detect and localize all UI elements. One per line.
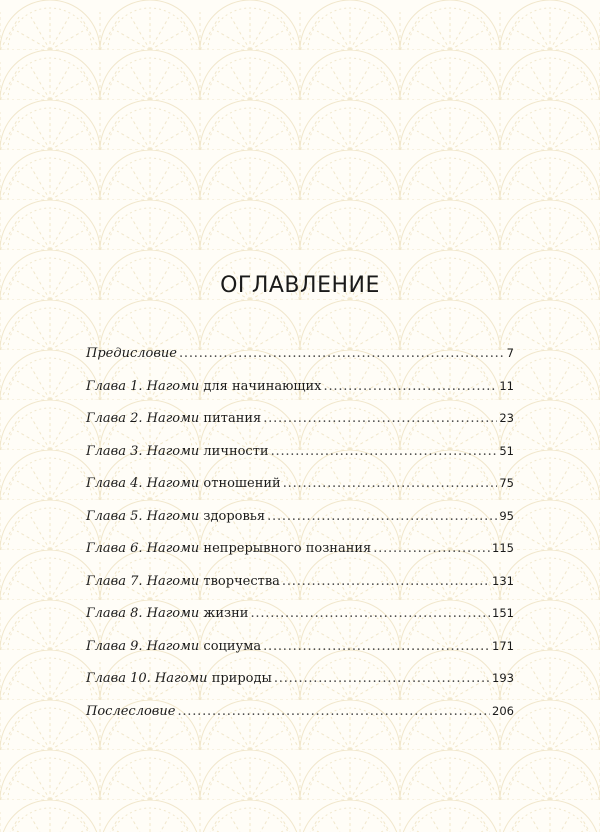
chapter-subtitle: питания: [203, 411, 262, 426]
toc-entry-title: [86, 639, 261, 654]
page-number: 115: [492, 541, 514, 555]
toc-entry-title: [86, 509, 265, 524]
toc-list: [86, 346, 514, 736]
chapter-name: Нагоми: [146, 638, 200, 654]
dot-leader: [263, 411, 497, 426]
dot-leader: [250, 606, 490, 621]
chapter-subtitle: здоровья: [203, 508, 266, 524]
page-number: 95: [499, 508, 514, 523]
toc-entry-title: [86, 379, 322, 394]
page-number: 75: [499, 476, 514, 490]
toc-entry[interactable]: [86, 444, 514, 477]
page-number: 131: [492, 573, 514, 588]
dot-leader: [324, 379, 498, 394]
chapter-subtitle: отношений: [203, 476, 281, 491]
toc-entry[interactable]: [86, 509, 514, 542]
chapter-number: Глава 2.: [86, 411, 143, 426]
chapter-name: Нагоми: [146, 476, 200, 491]
toc-entry-title: [86, 541, 371, 556]
toc-entry[interactable]: [86, 379, 514, 412]
page-number: 206: [492, 703, 514, 718]
chapter-number: Глава 9.: [86, 638, 143, 654]
chapter-name: Предисловие: [86, 346, 177, 361]
toc-entry[interactable]: [86, 639, 514, 672]
page-number: 23: [499, 411, 514, 425]
page-number: 7: [506, 346, 514, 360]
dot-leader: [282, 574, 490, 589]
toc-entry-title: [86, 346, 177, 361]
dot-leader: [177, 704, 490, 719]
chapter-name: Нагоми: [146, 411, 200, 426]
toc-entry-title: [86, 476, 281, 491]
chapter-name: Нагоми: [154, 671, 208, 686]
toc-entry-title: [86, 444, 269, 459]
toc-entry-title: [86, 606, 248, 621]
chapter-number: Глава 8.: [86, 606, 143, 621]
chapter-number: Глава 3.: [86, 443, 143, 459]
chapter-name: Послесловие: [86, 703, 176, 719]
chapter-number: Глава 5.: [86, 508, 143, 524]
dot-leader: [267, 509, 497, 524]
toc-entry-title: [86, 671, 272, 686]
chapter-subtitle: творчества: [203, 573, 280, 589]
chapter-name: Нагоми: [146, 443, 200, 459]
chapter-subtitle: личности: [203, 443, 269, 459]
dot-leader: [283, 476, 498, 491]
chapter-subtitle: социума: [203, 638, 262, 654]
chapter-subtitle: непрерывного познания: [203, 541, 372, 556]
page-title: ОГЛАВЛЕНИЕ: [220, 273, 380, 298]
toc-entry[interactable]: [86, 541, 514, 574]
chapter-name: Нагоми: [146, 378, 200, 394]
toc-entry[interactable]: [86, 574, 514, 607]
chapter-number: Глава 7.: [86, 573, 143, 589]
chapter-number: Глава 1.: [86, 378, 143, 394]
toc-entry-title: [86, 574, 280, 589]
dot-leader: [179, 346, 505, 361]
toc-entry-title: [86, 704, 175, 719]
toc-entry[interactable]: [86, 411, 514, 444]
chapter-name: Нагоми: [146, 606, 200, 621]
dot-leader: [263, 639, 490, 654]
dot-leader: [373, 541, 490, 556]
toc-entry[interactable]: [86, 476, 514, 509]
dot-leader: [271, 444, 498, 459]
toc-entry[interactable]: [86, 671, 514, 704]
toc-entry[interactable]: [86, 704, 514, 737]
toc-entry[interactable]: [86, 606, 514, 639]
chapter-number: Глава 4.: [86, 476, 143, 491]
chapter-number: Глава 6.: [86, 541, 143, 556]
chapter-name: Нагоми: [146, 508, 200, 524]
chapter-subtitle: природы: [211, 671, 272, 686]
toc-entry-title: [86, 411, 261, 426]
toc-entry[interactable]: [86, 346, 514, 379]
page-number: 151: [492, 606, 514, 620]
chapter-subtitle: жизни: [203, 606, 249, 621]
chapter-name: Нагоми: [146, 573, 200, 589]
page-number: 11: [499, 378, 514, 393]
chapter-subtitle: для начинающих: [203, 378, 322, 394]
page-number: 193: [492, 671, 514, 685]
dot-leader: [274, 671, 490, 686]
chapter-number: Глава 10.: [86, 671, 151, 686]
page-number: 171: [492, 638, 514, 653]
page-number: 51: [499, 443, 514, 458]
chapter-name: Нагоми: [146, 541, 200, 556]
